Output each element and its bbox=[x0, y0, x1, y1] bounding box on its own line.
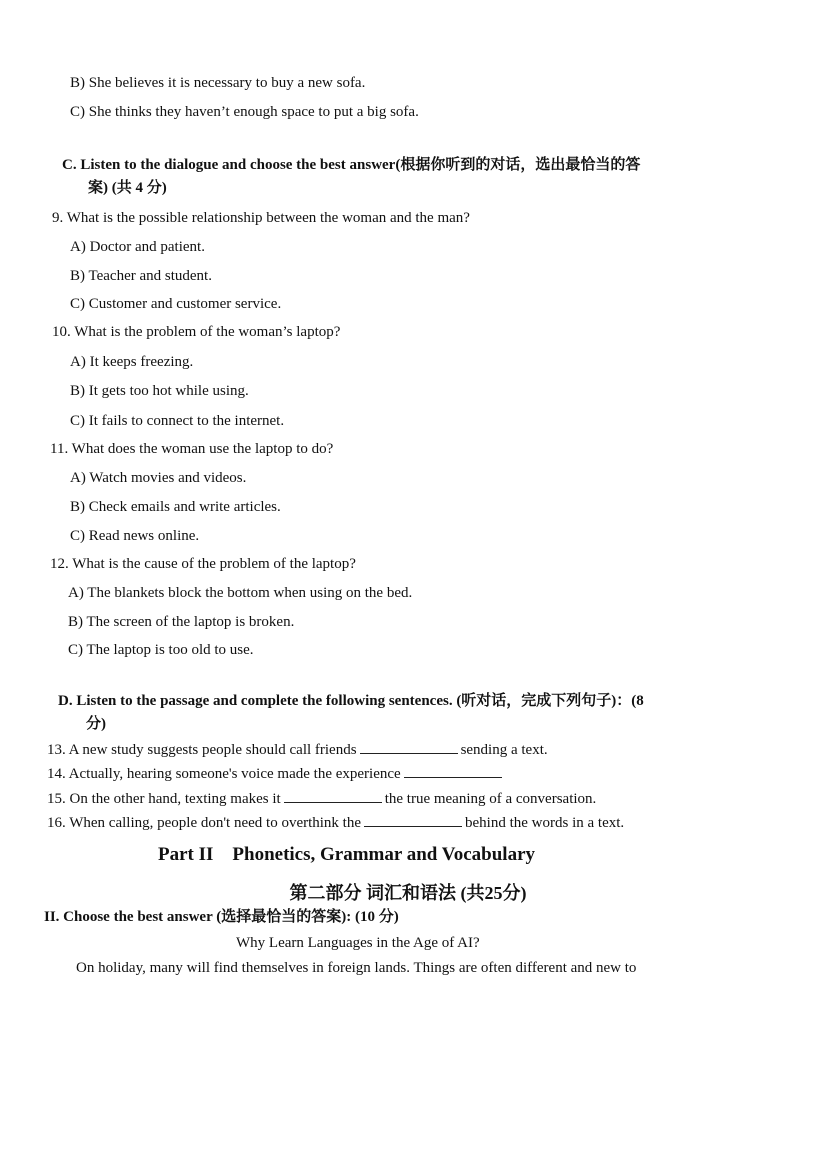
option-c: C) It fails to connect to the internet. bbox=[70, 413, 285, 429]
question-stem: 12. What is the cause of the problem of the laptop? bbox=[50, 556, 356, 572]
section-d-header-cont: 分) bbox=[86, 716, 106, 732]
sentence-end: sending a text. bbox=[460, 742, 548, 758]
answer-blank[interactable] bbox=[284, 788, 382, 803]
option-b: B) It gets too hot while using. bbox=[70, 383, 249, 399]
question-14 bbox=[47, 763, 505, 784]
option-a: A) Watch movies and videos. bbox=[70, 470, 247, 486]
question-stem: 11. What does the woman use the laptop to do? bbox=[50, 441, 334, 457]
section-c-header: C. Listen to the dialogue and choose the best answer(根据你听到的对话，选出最恰当的答 bbox=[62, 157, 641, 173]
question-13 bbox=[47, 739, 548, 760]
sentence-start: 14. Actually, hearing someone's voice made the experience bbox=[47, 766, 401, 782]
q8-option-c: C) She thinks they haven’t enough space to put a big sofa. bbox=[70, 104, 419, 120]
option-b: B) Check emails and write articles. bbox=[70, 499, 281, 515]
question-stem: 10. What is the problem of the woman’s laptop? bbox=[52, 324, 341, 340]
part-2-title: Part II Phonetics, Grammar and Vocabulary bbox=[158, 844, 536, 865]
option-a: A) Doctor and patient. bbox=[70, 239, 205, 255]
option-a: A) It keeps freezing. bbox=[70, 354, 194, 370]
option-b: B) Teacher and student. bbox=[70, 268, 212, 284]
option-b: B) The screen of the laptop is broken. bbox=[68, 614, 295, 630]
q8-option-b: B) She believes it is necessary to buy a new sofa. bbox=[70, 75, 366, 91]
passage-title: Why Learn Languages in the Age of AI? bbox=[236, 935, 480, 951]
section-d-header: D. Listen to the passage and complete the following sentences. (听对话，完成下列句子)：(8 bbox=[58, 693, 644, 709]
option-c: C) Customer and customer service. bbox=[70, 296, 282, 312]
sentence-end: behind the words in a text. bbox=[465, 815, 625, 831]
option-a: A) The blankets block the bottom when using on the bed. bbox=[68, 585, 413, 601]
sentence-start: 15. On the other hand, texting makes it bbox=[47, 791, 281, 807]
section-c-header-cont: 案) (共 4 分) bbox=[88, 180, 167, 196]
answer-blank[interactable] bbox=[404, 763, 502, 778]
question-15 bbox=[47, 788, 596, 809]
answer-blank[interactable] bbox=[360, 739, 458, 754]
option-c: C) Read news online. bbox=[70, 528, 200, 544]
option-c: C) The laptop is too old to use. bbox=[68, 642, 254, 658]
passage-text: On holiday, many will find themselves in foreign lands. Things are often different and new to bbox=[76, 960, 637, 976]
answer-blank[interactable] bbox=[364, 812, 462, 827]
part-2-subtitle: 第二部分 词汇和语法 (共25分) bbox=[289, 883, 527, 903]
sentence-end: the true meaning of a conversation. bbox=[384, 791, 597, 807]
question-16 bbox=[47, 812, 624, 833]
question-stem: 9. What is the possible relationship between the woman and the man? bbox=[52, 210, 470, 226]
sentence-start: 13. A new study suggests people should call friends bbox=[47, 742, 357, 758]
sentence-start: 16. When calling, people don't need to overthink the bbox=[47, 815, 362, 831]
section-ii-header: II. Choose the best answer (选择最恰当的答案): (10 分) bbox=[44, 909, 399, 925]
